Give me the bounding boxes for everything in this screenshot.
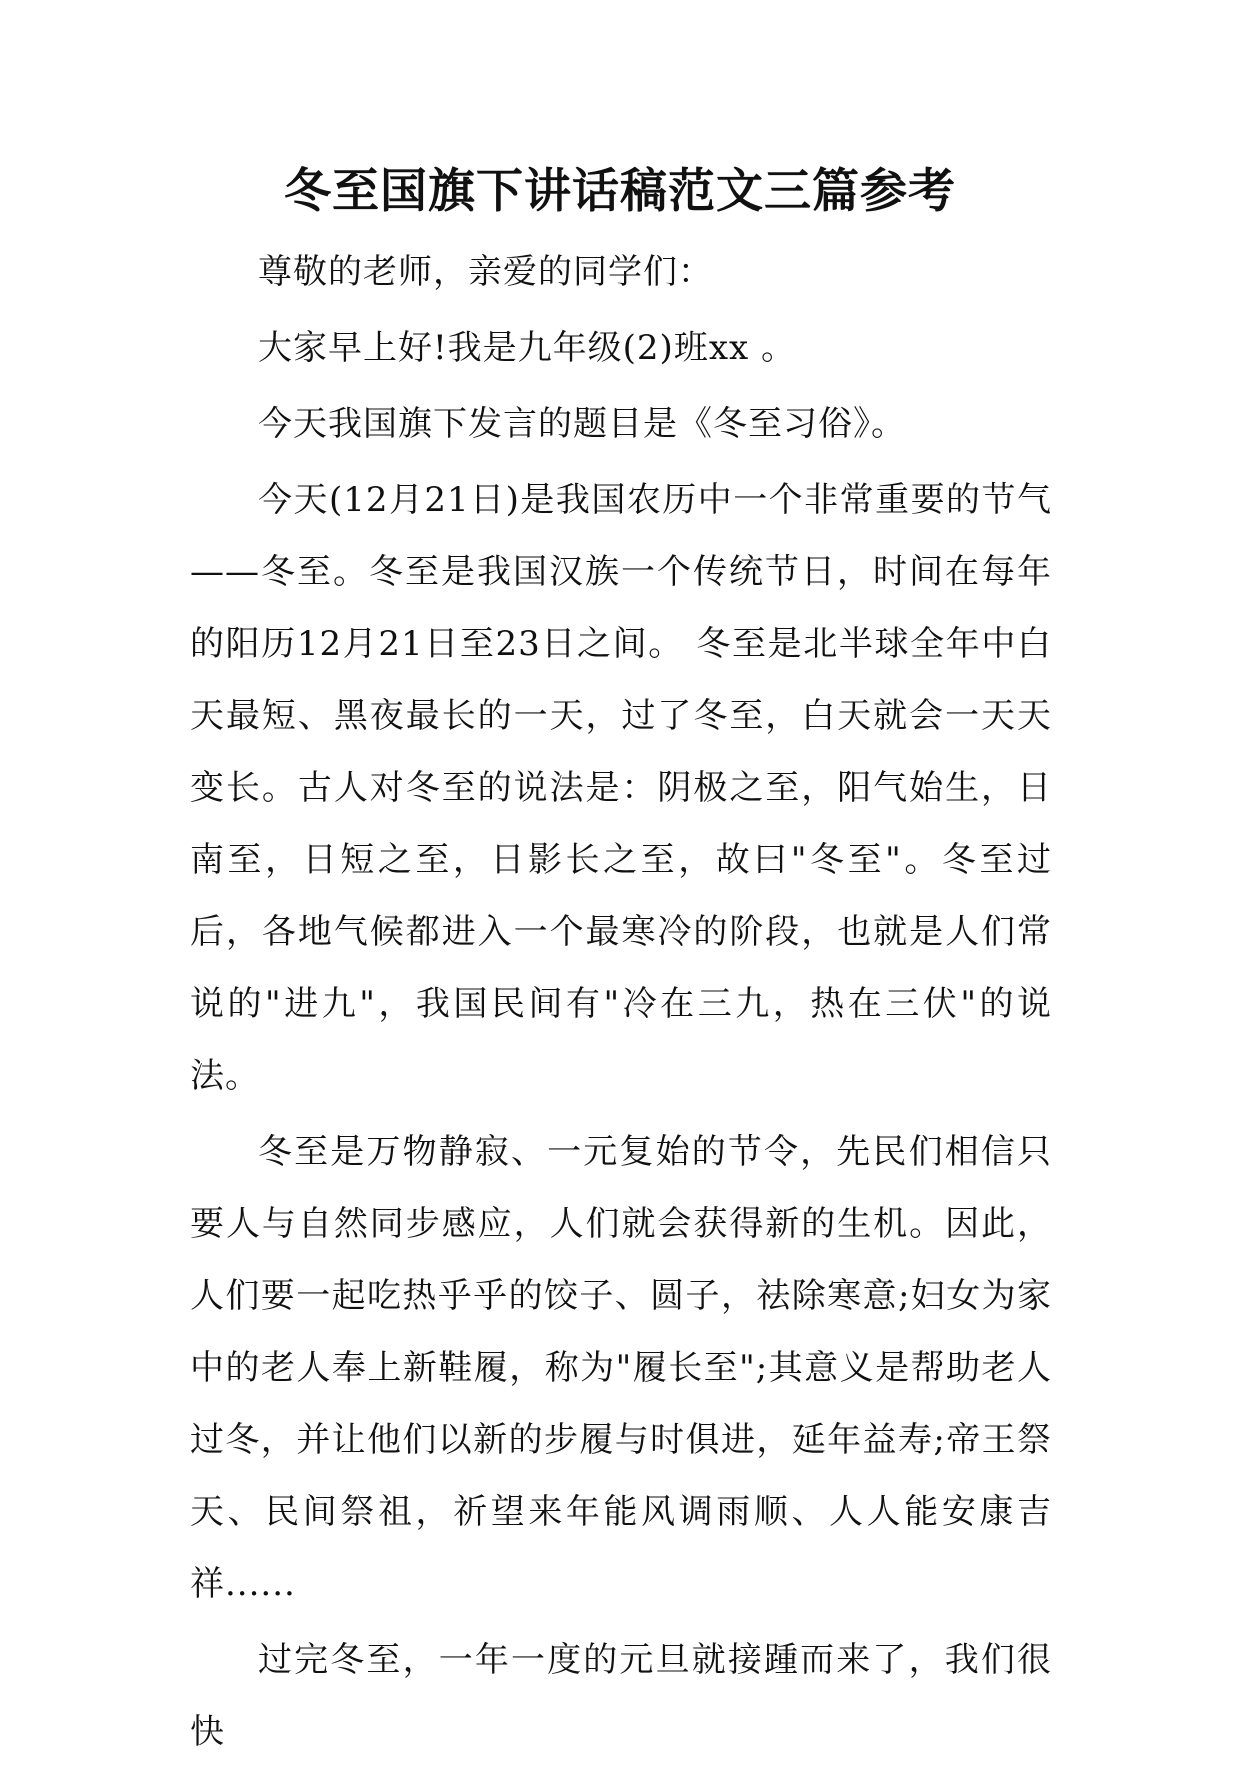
paragraph-new-year: 过完冬至，一年一度的元旦就接踵而来了，我们很快 [190,1640,1052,1752]
paragraph-customs: 冬至是万物静寂、一元复始的节令，先民们相信只要人与自然同步感应，人们就会获得新的生机。因此，人们要一起吃热乎乎的饺子、圆子，祛除寒意;妇女为家中的老人奉上新鞋履，称为"履长至";其意义是帮助老人过冬，并让他们以新的步履与时俱进，延年益寿;帝王祭天、民间祭祖，祈望来年能风调雨顺、人人能安康吉祥...... [190,1132,1052,1604]
paragraph-greeting: 尊敬的老师，亲爱的同学们： [258,252,713,292]
paragraph-topic: 今天我国旗下发言的题目是《冬至习俗》。 [258,404,906,444]
document-title: 冬至国旗下讲话稿范文三篇参考 [284,164,956,219]
paragraph-intro: 大家早上好!我是九年级(2)班xx 。 [258,328,796,368]
document-body [190,236,1052,1772]
paragraph-winter-solstice-date: 今天(12月21日)是我国农历中一个非常重要的节气——冬至。冬至是我国汉族一个传统节日，时间在每年的阳历12月21日至23日之间。 冬至是北半球全年中白天最短、黑夜最长的一天，过了冬至，白天就会一天天变长。古人对冬至的说法是：阴极之至，阳气始生，日南至，日短之至，日影长之至，故曰"冬至"。冬至过后，各地气候都进入一个最寒冷的阶段，也就是人们常说的"进九"，我国民间有"冷在三九，热在三伏"的说法。 [190,480,1052,1096]
